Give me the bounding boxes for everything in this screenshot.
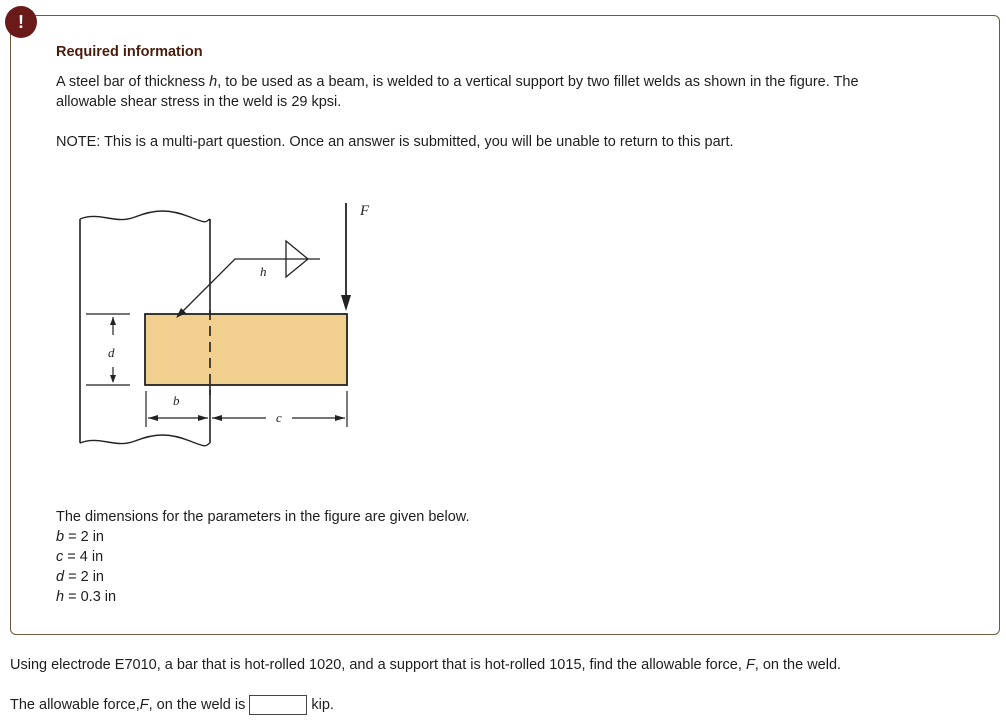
steel-bar	[145, 314, 347, 385]
problem-statement	[56, 72, 916, 112]
weld-leader-line	[178, 259, 284, 316]
label-d: d	[108, 345, 115, 360]
dimension-value: = 2 in	[64, 529, 104, 545]
question-text-2: , on the weld.	[754, 657, 842, 673]
label-c: c	[276, 410, 282, 425]
dimension-var: b	[56, 529, 65, 545]
dimension-d	[56, 567, 104, 587]
support-bottom-break	[80, 435, 210, 446]
problem-statement-text-2: , to be used as a beam, is welded to a vertical support by two fillet welds as shown in the figure. The allowable shear stress in the weld is 29 kpsi.	[56, 74, 859, 110]
dimension-b	[56, 527, 104, 547]
label-f: F	[360, 203, 370, 219]
label-h: h	[260, 264, 267, 279]
dimension-var: d	[56, 569, 65, 585]
force-arrowhead	[341, 295, 351, 311]
dimension-var: c	[56, 549, 64, 565]
question-text	[10, 655, 841, 675]
problem-statement-var-h: h	[209, 74, 218, 90]
dimension-h	[56, 587, 116, 607]
dimension-value: = 0.3 in	[64, 589, 117, 605]
weld-figure	[70, 195, 390, 460]
answer-unit: kip.	[311, 697, 334, 713]
question-text-1: Using electrode E7010, a bar that is hot-rolled 1020, and a support that is hot-rolled 1015, find the allowable force,	[10, 657, 746, 673]
b-dimension-arrow-left	[148, 415, 158, 421]
answer-prefix-2: , on the weld is	[148, 697, 246, 713]
answer-prefix-1: The allowable force,	[10, 697, 140, 713]
dimension-value: = 2 in	[64, 569, 104, 585]
dimension-value: = 4 in	[63, 549, 104, 565]
b-dimension-arrow-right	[198, 415, 208, 421]
question-var-f: F	[745, 657, 755, 673]
problem-statement-text-1: A steel bar of thickness	[56, 74, 210, 90]
dimension-var: h	[56, 589, 65, 605]
answer-row	[10, 695, 334, 715]
c-dimension-arrow-right	[335, 415, 345, 421]
answer-var-f: F	[139, 697, 149, 713]
d-dimension-arrow-bottom	[110, 375, 116, 383]
c-dimension-arrow-left	[212, 415, 222, 421]
d-dimension-arrow-top	[110, 317, 116, 325]
allowable-force-input[interactable]	[249, 695, 307, 715]
dimension-c	[56, 547, 103, 567]
support-top-break	[80, 211, 210, 222]
multi-part-note: NOTE: This is a multi-part question. Once an answer is submitted, you will be unable to return to this part.	[56, 134, 734, 150]
alert-icon: !	[5, 6, 37, 38]
label-b: b	[173, 393, 180, 408]
dimensions-intro: The dimensions for the parameters in the figure are given below.	[56, 509, 470, 525]
panel-heading: Required information	[56, 44, 203, 60]
